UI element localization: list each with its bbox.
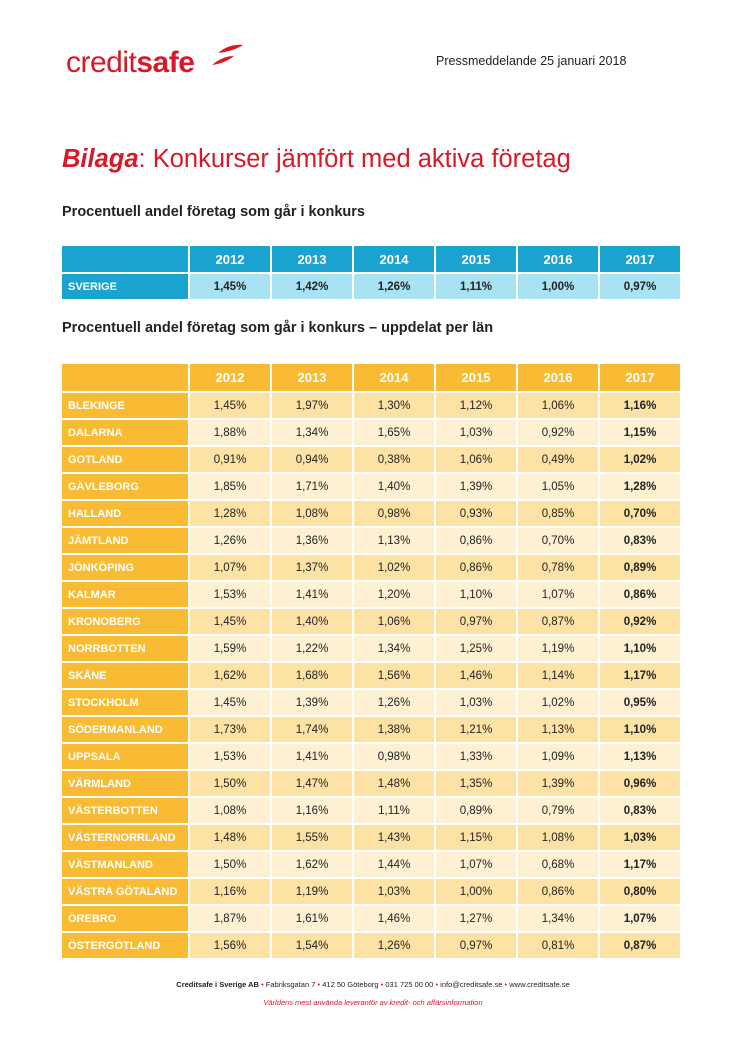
table-cell: 0,38% (354, 445, 434, 472)
row-label: STOCKHOLM (62, 688, 188, 715)
row-label: NORRBOTTEN (62, 634, 188, 661)
table-cell: 1,41% (272, 742, 352, 769)
table-cell: 1,28% (600, 472, 680, 499)
table-cell: 0,96% (600, 769, 680, 796)
table-cell: 1,41% (272, 580, 352, 607)
table-row (62, 661, 680, 688)
table-cell: 0,98% (354, 742, 434, 769)
table-cell: 0,95% (600, 688, 680, 715)
table-cell: 1,10% (600, 634, 680, 661)
table-cell: 1,88% (190, 418, 270, 445)
table-cell: 0,87% (600, 931, 680, 958)
footer-email-link[interactable]: info@creditsafe.se (440, 980, 503, 989)
year-header: 2017 (600, 364, 680, 391)
row-label: KALMAR (62, 580, 188, 607)
table-cell: 0,89% (600, 553, 680, 580)
table-cell: 1,03% (600, 823, 680, 850)
table-cell: 1,71% (272, 472, 352, 499)
table-cell: 1,45% (190, 607, 270, 634)
sweden-table (60, 246, 682, 299)
table-cell: 1,07% (600, 904, 680, 931)
table-cell: 1,27% (436, 904, 516, 931)
table-cell: 1,54% (272, 931, 352, 958)
table-cell: 1,05% (518, 472, 598, 499)
table-cell: 1,35% (436, 769, 516, 796)
table-cell: 0,86% (436, 553, 516, 580)
table-cell: 1,10% (436, 580, 516, 607)
table-cell: 1,25% (436, 634, 516, 661)
table-row (62, 472, 680, 499)
table-cell: 1,00% (518, 272, 598, 299)
table-cell: 1,19% (272, 877, 352, 904)
table-cell: 1,68% (272, 661, 352, 688)
table-cell: 1,07% (436, 850, 516, 877)
table-cell: 1,44% (354, 850, 434, 877)
header-blank (62, 246, 188, 272)
year-header: 2014 (354, 364, 434, 391)
table-row (62, 688, 680, 715)
table-cell: 1,38% (354, 715, 434, 742)
table-row (62, 823, 680, 850)
press-release-date: Pressmeddelande 25 januari 2018 (436, 54, 627, 68)
row-label: GOTLAND (62, 445, 188, 472)
table-cell: 1,14% (518, 661, 598, 688)
table-cell: 1,85% (190, 472, 270, 499)
table-cell: 1,59% (190, 634, 270, 661)
year-header: 2015 (436, 246, 516, 272)
page-title: Bilaga: Konkurser jämfört med aktiva företag (62, 145, 571, 173)
table-cell: 0,86% (518, 877, 598, 904)
table-cell: 1,65% (354, 418, 434, 445)
table-cell: 0,98% (354, 499, 434, 526)
section1-heading: Procentuell andel företag som går i konkurs (62, 204, 365, 220)
table-cell: 0,97% (436, 931, 516, 958)
row-label: BLEKINGE (62, 391, 188, 418)
table-cell: 1,87% (190, 904, 270, 931)
year-header: 2016 (518, 246, 598, 272)
creditsafe-logo: creditsafe (66, 46, 195, 79)
table-cell: 0,86% (600, 580, 680, 607)
table-cell: 1,07% (190, 553, 270, 580)
table-cell: 1,39% (272, 688, 352, 715)
row-label: UPPSALA (62, 742, 188, 769)
table-cell: 1,26% (354, 688, 434, 715)
table-cell: 1,11% (436, 272, 516, 299)
table-cell: 1,56% (354, 661, 434, 688)
table-row (62, 272, 680, 299)
row-label: DALARNA (62, 418, 188, 445)
row-label: VÄSTRA GÖTALAND (62, 877, 188, 904)
table-cell: 0,78% (518, 553, 598, 580)
table-cell: 0,68% (518, 850, 598, 877)
table-cell: 1,06% (518, 391, 598, 418)
table-cell: 0,97% (600, 272, 680, 299)
table-row (62, 499, 680, 526)
row-label: KRONOBERG (62, 607, 188, 634)
table-cell: 1,62% (190, 661, 270, 688)
row-label: VÄSTERNORRLAND (62, 823, 188, 850)
table-cell: 0,92% (518, 418, 598, 445)
table-cell: 1,09% (518, 742, 598, 769)
table-cell: 1,11% (354, 796, 434, 823)
table-cell: 0,87% (518, 607, 598, 634)
table-cell: 1,53% (190, 580, 270, 607)
county-table-body (62, 391, 680, 958)
table-cell: 0,49% (518, 445, 598, 472)
table-cell: 1,36% (272, 526, 352, 553)
table-row (62, 742, 680, 769)
table-cell: 1,39% (436, 472, 516, 499)
table-cell: 1,08% (272, 499, 352, 526)
footer-contact: Creditsafe i Sverige AB • Fabriksgatan 7 • 412 50 Göteborg • 031 725 00 00 • info@creditsafe.se • www.creditsafe.se (176, 980, 570, 989)
table-cell: 0,94% (272, 445, 352, 472)
table-cell: 1,12% (436, 391, 516, 418)
row-label: VÄSTERBOTTEN (62, 796, 188, 823)
table-cell: 1,55% (272, 823, 352, 850)
table-cell: 1,45% (190, 688, 270, 715)
year-header: 2012 (190, 246, 270, 272)
table-cell: 1,37% (272, 553, 352, 580)
table-cell: 1,10% (600, 715, 680, 742)
year-header: 2015 (436, 364, 516, 391)
table-cell: 0,91% (190, 445, 270, 472)
table-cell: 1,46% (436, 661, 516, 688)
table-cell: 0,81% (518, 931, 598, 958)
table-cell: 1,45% (190, 272, 270, 299)
table-cell: 1,39% (518, 769, 598, 796)
table-cell: 1,16% (190, 877, 270, 904)
table-cell: 1,34% (354, 634, 434, 661)
row-label: JÖNKÖPING (62, 553, 188, 580)
table-row (62, 877, 680, 904)
row-label: ÖREBRO (62, 904, 188, 931)
table-cell: 1,02% (354, 553, 434, 580)
logo-swoosh-icon (210, 43, 244, 71)
table-cell: 0,92% (600, 607, 680, 634)
table-cell: 1,34% (518, 904, 598, 931)
table-cell: 1,16% (600, 391, 680, 418)
table-cell: 1,40% (354, 472, 434, 499)
table-cell: 1,47% (272, 769, 352, 796)
table-cell: 1,02% (600, 445, 680, 472)
row-label: VÄSTMANLAND (62, 850, 188, 877)
table-cell: 1,48% (354, 769, 434, 796)
county-table (60, 364, 682, 958)
table-row (62, 526, 680, 553)
table-row (62, 715, 680, 742)
table-cell: 0,70% (600, 499, 680, 526)
table-cell: 0,89% (436, 796, 516, 823)
table-cell: 1,20% (354, 580, 434, 607)
table-cell: 1,00% (436, 877, 516, 904)
table-cell: 1,43% (354, 823, 434, 850)
table-cell: 0,97% (436, 607, 516, 634)
table-cell: 1,50% (190, 769, 270, 796)
section2-heading: Procentuell andel företag som går i konkurs – uppdelat per län (62, 320, 494, 336)
table-cell: 1,45% (190, 391, 270, 418)
table-cell: 1,42% (272, 272, 352, 299)
table-cell: 1,08% (518, 823, 598, 850)
table-row (62, 796, 680, 823)
table-cell: 1,30% (354, 391, 434, 418)
row-label: GÄVLEBORG (62, 472, 188, 499)
table-cell: 1,08% (190, 796, 270, 823)
year-header: 2014 (354, 246, 434, 272)
table-cell: 1,56% (190, 931, 270, 958)
table-cell: 1,46% (354, 904, 434, 931)
table-row (62, 931, 680, 958)
table-cell: 1,73% (190, 715, 270, 742)
year-header: 2013 (272, 364, 352, 391)
footer-web-link[interactable]: www.creditsafe.se (509, 980, 570, 989)
table-cell: 1,07% (518, 580, 598, 607)
table-row (62, 634, 680, 661)
table-cell: 1,34% (272, 418, 352, 445)
table-cell: 1,26% (354, 272, 434, 299)
row-label: JÄMTLAND (62, 526, 188, 553)
table-cell: 1,06% (436, 445, 516, 472)
table-cell: 1,62% (272, 850, 352, 877)
table-cell: 1,03% (436, 418, 516, 445)
year-header: 2012 (190, 364, 270, 391)
footer-tagline: Världens mest använda leverantör av kredit- och affärsinformation (263, 998, 483, 1007)
row-label: ÖSTERGÖTLAND (62, 931, 188, 958)
table-cell: 0,86% (436, 526, 516, 553)
table-cell: 1,03% (354, 877, 434, 904)
table-cell: 0,83% (600, 796, 680, 823)
row-label: SVERIGE (62, 272, 188, 299)
table-row (62, 418, 680, 445)
table-cell: 1,74% (272, 715, 352, 742)
table-cell: 1,21% (436, 715, 516, 742)
table-cell: 1,15% (600, 418, 680, 445)
table-cell: 1,53% (190, 742, 270, 769)
table-cell: 1,02% (518, 688, 598, 715)
table-cell: 1,13% (518, 715, 598, 742)
table-cell: 1,61% (272, 904, 352, 931)
county-table-header (62, 364, 680, 391)
table-cell: 1,50% (190, 850, 270, 877)
table-cell: 1,26% (354, 931, 434, 958)
table-cell: 1,40% (272, 607, 352, 634)
table-row (62, 850, 680, 877)
table-row (62, 445, 680, 472)
table-cell: 1,03% (436, 688, 516, 715)
table-cell: 1,17% (600, 661, 680, 688)
table-row (62, 769, 680, 796)
row-label: VÄRMLAND (62, 769, 188, 796)
table-cell: 1,97% (272, 391, 352, 418)
row-label: SÖDERMANLAND (62, 715, 188, 742)
table-row (62, 553, 680, 580)
table-cell: 0,85% (518, 499, 598, 526)
table-cell: 1,16% (272, 796, 352, 823)
row-label: HALLAND (62, 499, 188, 526)
table-cell: 1,22% (272, 634, 352, 661)
year-header: 2013 (272, 246, 352, 272)
table-row (62, 904, 680, 931)
table-row (62, 580, 680, 607)
table-cell: 1,13% (354, 526, 434, 553)
table-cell: 0,70% (518, 526, 598, 553)
year-header: 2016 (518, 364, 598, 391)
table-cell: 0,83% (600, 526, 680, 553)
table-cell: 1,13% (600, 742, 680, 769)
table-cell: 1,28% (190, 499, 270, 526)
table-cell: 1,06% (354, 607, 434, 634)
table-row (62, 391, 680, 418)
table-row (62, 607, 680, 634)
table-cell: 1,48% (190, 823, 270, 850)
table-cell: 1,15% (436, 823, 516, 850)
table-cell: 1,17% (600, 850, 680, 877)
table-cell: 1,26% (190, 526, 270, 553)
table-cell: 0,80% (600, 877, 680, 904)
table-cell: 0,93% (436, 499, 516, 526)
row-label: SKÅNE (62, 661, 188, 688)
table-cell: 1,19% (518, 634, 598, 661)
table-cell: 0,79% (518, 796, 598, 823)
year-header: 2017 (600, 246, 680, 272)
sweden-table-header (62, 246, 680, 272)
table-cell: 1,33% (436, 742, 516, 769)
header-blank (62, 364, 188, 391)
